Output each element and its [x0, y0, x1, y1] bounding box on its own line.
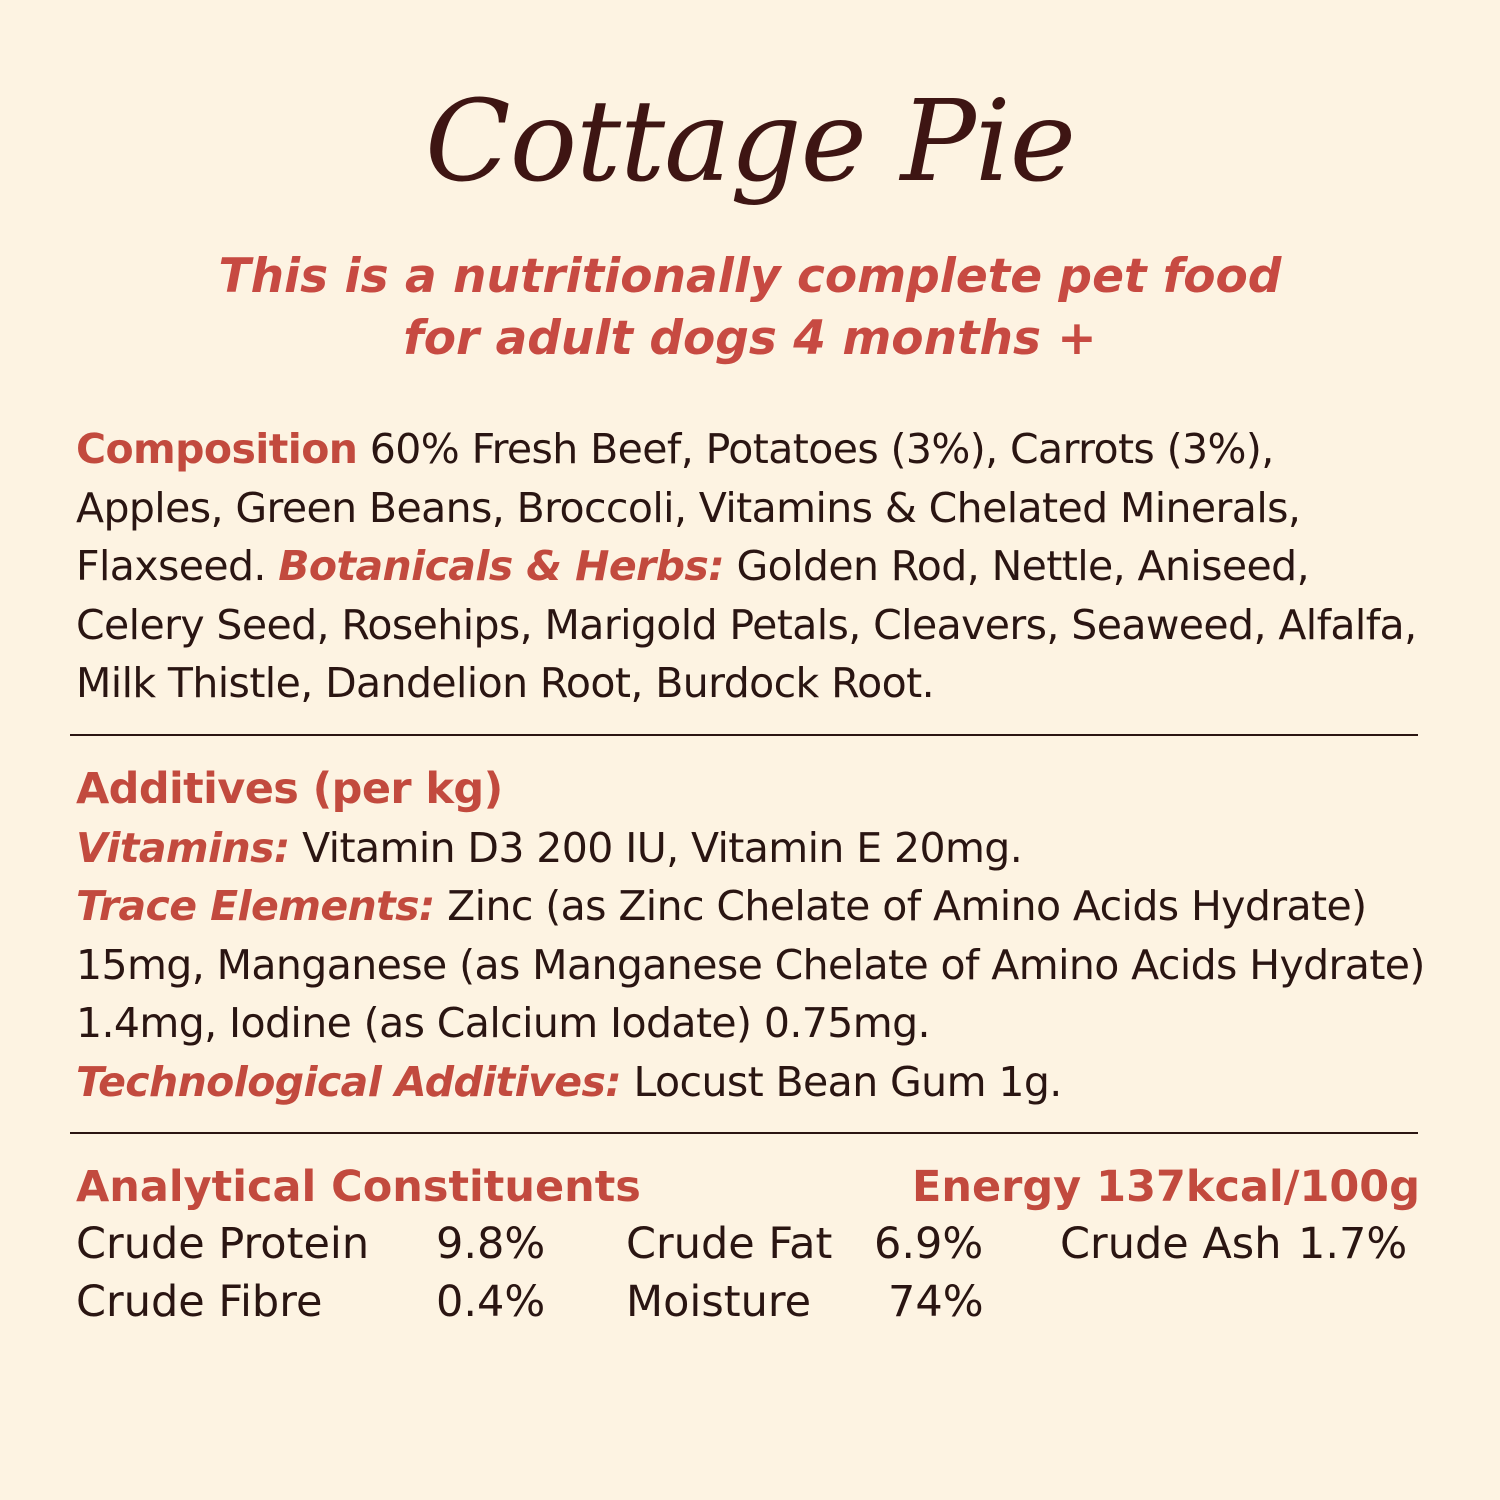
vitamins-row	[76, 819, 1426, 878]
energy-value: Energy 137kcal/100g	[912, 1162, 1420, 1212]
additives-heading: Additives (per kg)	[76, 764, 503, 814]
product-title: Cottage Pie	[425, 77, 1075, 207]
botanicals-text: Golden Rod, Nettle, Aniseed, Celery Seed, Rosehips, Marigold Petals, Cleavers, Seaweed, Alfalfa, Milk Thistle, Dandelion Root, Burdock Root.	[76, 542, 1417, 707]
divider	[70, 734, 1418, 736]
crude-protein-label: Crude Protein	[76, 1219, 370, 1269]
trace-elements-label: Trace Elements:	[76, 882, 435, 930]
analytical-heading: Analytical Constituents	[76, 1162, 641, 1212]
composition-section	[76, 420, 1426, 713]
trace-elements-text: Zinc (as Zinc Chelate of Amino Acids Hydrate) 15mg, Manganese (as Manganese Chelate of Amino Acids Hydrate) 1.4mg, Iodine (as Calcium Iodate) 0.75mg.	[76, 882, 1425, 1047]
crude-fibre-label: Crude Fibre	[76, 1277, 323, 1327]
technological-additives-label: Technological Additives:	[76, 1057, 622, 1106]
composition-text: 60% Fresh Beef, Potatoes (3%), Carrots (3%), Apples, Green Beans, Broccoli, Vitamins & Chelated Minerals, Flaxseed.	[76, 425, 1301, 590]
composition-label: Composition	[76, 425, 358, 473]
subtitle-line-2: for adult dogs 4 months +	[403, 311, 1097, 366]
crude-ash-label: Crude Ash	[1060, 1219, 1282, 1269]
technological-additives-row	[76, 1053, 1426, 1112]
product-subtitle	[0, 246, 1500, 370]
botanicals-label: Botanicals & Herbs:	[278, 542, 725, 590]
moisture-value: 74%	[888, 1277, 984, 1327]
subtitle-line-1: This is a nutritionally complete pet food	[218, 249, 1282, 304]
crude-fat-label: Crude Fat	[626, 1219, 833, 1269]
vitamins-label: Vitamins:	[76, 823, 290, 872]
divider	[70, 1132, 1418, 1134]
vitamins-text: Vitamin D3 200 IU, Vitamin E 20mg.	[289, 823, 1023, 872]
trace-elements-row	[76, 877, 1426, 1053]
additives-section	[76, 760, 1426, 1111]
crude-fibre-value: 0.4%	[436, 1277, 546, 1327]
crude-ash-value: 1.7%	[1298, 1219, 1408, 1269]
crude-protein-value: 9.8%	[436, 1219, 546, 1269]
moisture-label: Moisture	[626, 1277, 812, 1327]
crude-fat-value: 6.9%	[874, 1219, 984, 1269]
analytical-header	[76, 1158, 1420, 1216]
technological-additives-text: Locust Bean Gum 1g.	[621, 1057, 1062, 1106]
